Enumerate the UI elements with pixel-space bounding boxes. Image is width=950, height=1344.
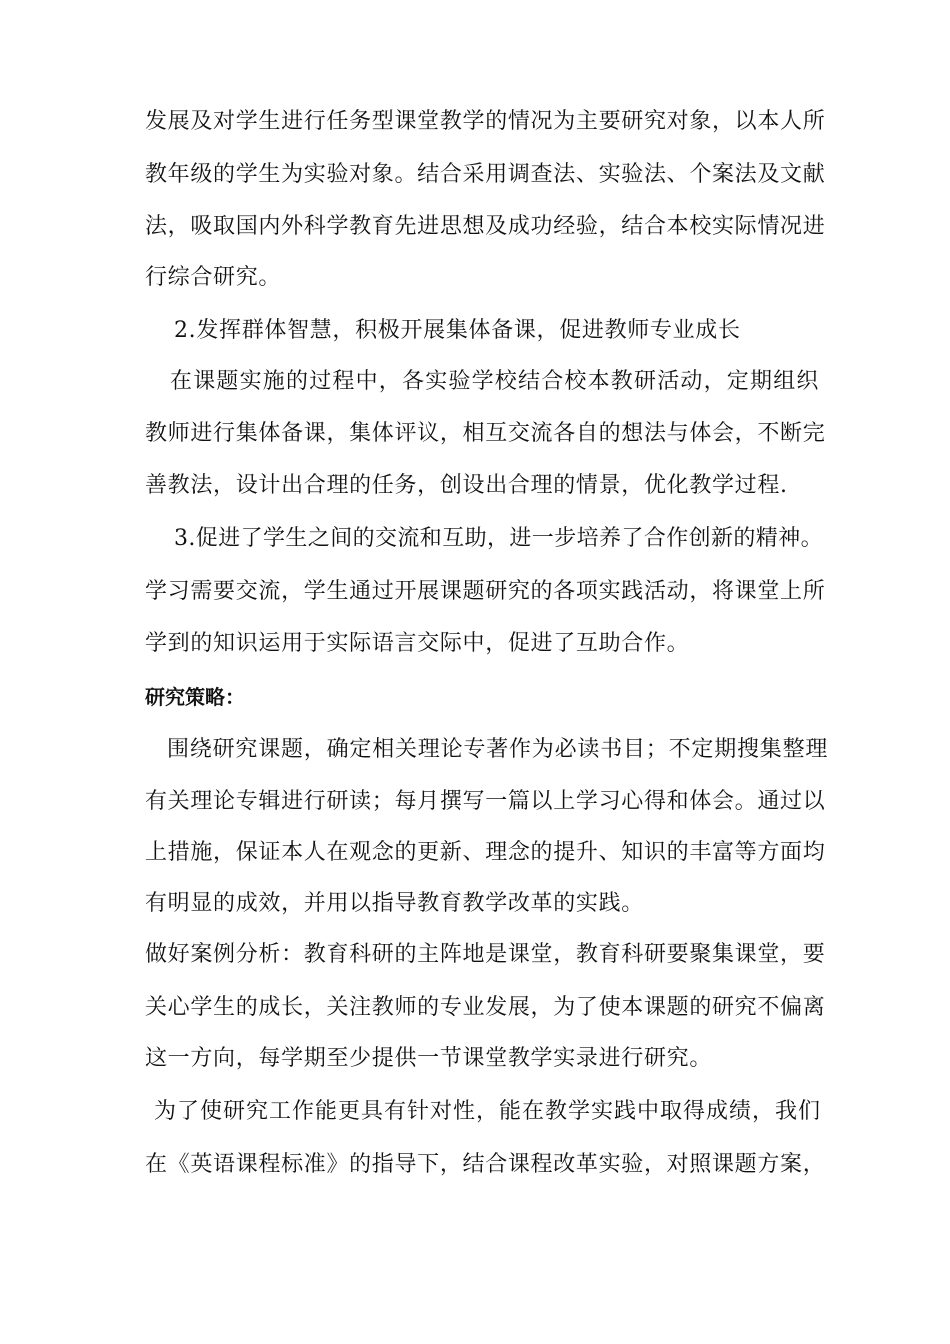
paragraph-line: 为了使研究工作能更具有针对性，能在教学实践中取得成绩，我们: [154, 1099, 822, 1124]
numbered-heading-3: 3.促进了学生之间的交流和互助，进一步培养了合作创新的精神。: [174, 526, 823, 551]
paragraph-line: 善教法，设计出合理的任务，创设出合理的情景，优化教学过程.: [145, 473, 788, 498]
paragraph-line: 有明显的成效，并用以指导教育教学改革的实践。: [145, 891, 644, 916]
paragraph-line: 围绕研究课题，确定相关理论专著作为必读书目；不定期搜集整理: [167, 737, 829, 762]
paragraph-line: 在《英语课程标准》的指导下，结合课程改革实验，对照课题方案，: [145, 1152, 826, 1177]
numbered-heading-2: 2.发挥群体智慧，积极开展集体备课，促进教师专业成长: [174, 318, 741, 343]
paragraph-line: 这一方向，每学期至少提供一节课堂教学实录进行研究。: [145, 1046, 713, 1071]
paragraph-line: 教师进行集体备课，集体评议，相互交流各自的想法与体会，不断完: [145, 421, 826, 446]
paragraph-line: 学到的知识运用于实际语言交际中，促进了互助合作。: [145, 631, 690, 656]
paragraph-line: 行综合研究。: [145, 265, 282, 290]
paragraph-line: 发展及对学生进行任务型课堂教学的情况为主要研究对象，以本人所: [145, 109, 826, 134]
paragraph-line: 在课题实施的过程中，各实验学校结合校本教研活动，定期组织: [170, 369, 820, 394]
paragraph-line: 法，吸取国内外科学教育先进思想及成功经验，结合本校实际情况进: [145, 214, 826, 239]
paragraph-line: 学习需要交流，学生通过开展课题研究的各项实践活动，将课堂上所: [145, 579, 826, 604]
section-heading: 研究策略：: [145, 685, 245, 709]
paragraph-line: 教年级的学生为实验对象。结合采用调查法、实验法、个案法及文献: [145, 162, 826, 187]
paragraph-line: 上措施，保证本人在观念的更新、理念的提升、知识的丰富等方面均: [145, 840, 826, 865]
paragraph-line: 关心学生的成长，关注教师的专业发展，为了使本课题的研究不偏离: [145, 995, 826, 1020]
paragraph-line: 有关理论专辑进行研读；每月撰写一篇以上学习心得和体会。通过以: [145, 789, 826, 814]
paragraph-line: 做好案例分析：教育科研的主阵地是课堂，教育科研要聚集课堂，要: [145, 942, 826, 967]
